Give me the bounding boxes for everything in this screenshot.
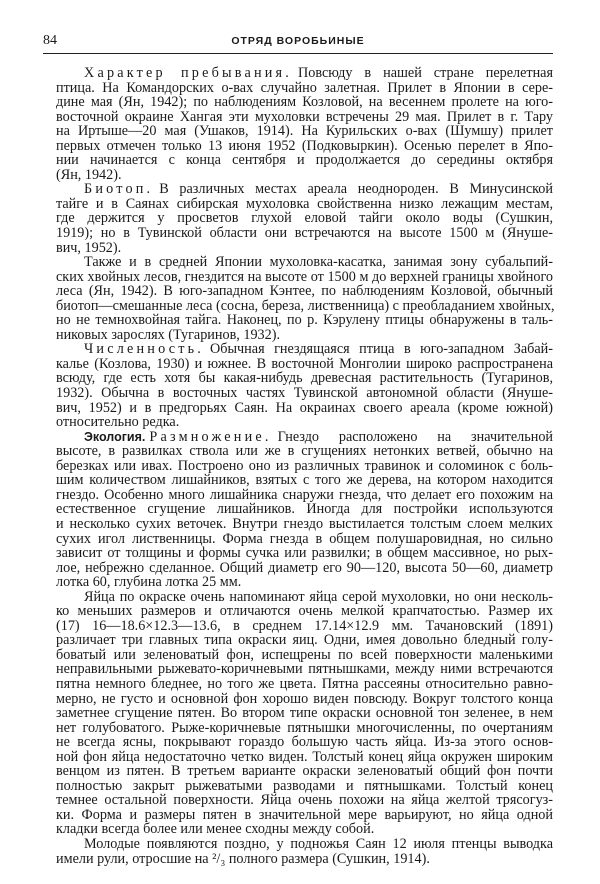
line-text: биотоп—смешанные леса (сосна, береза, лиственница) с преобладанием хвойных, (56, 297, 555, 314)
text-line (56, 735, 553, 750)
line-text: нет голубоватого. Рыже-коричневые пятнышки многочисленны, по очертаниям (56, 719, 553, 736)
line-text: первых отмечен только 13 июня 1952 (Подковыркин). Осенью перелет в Япо- (56, 137, 553, 154)
text-line (56, 371, 553, 386)
text-line (56, 386, 553, 401)
spaced-subheading: Биотоп. (84, 181, 154, 198)
line-text: Повсюду в нашей стране перелетная (298, 65, 553, 81)
text-line (56, 677, 553, 692)
text-line (56, 706, 553, 721)
line-text: боватый или зеленоватый фон, испещрены по всей поверхности маленькими (56, 646, 553, 663)
line-text: относительно редка. (56, 414, 180, 431)
line-text: кладки всегда более или менее сходны между собой. (56, 821, 375, 838)
text-line (56, 517, 553, 532)
text-line (56, 313, 553, 328)
paragraph (56, 837, 553, 866)
line-text: восточной окраине Хангая эти мухоловки встречены 29 мая. Прилет в г. Тару (56, 108, 553, 125)
line-text: сухих игол лиственницы. Форма гнезда в общем полушаровидная, но сильно (56, 530, 553, 547)
line-text: не всегда ясны, покрывают гораздо большую часть яйца. Из-за этого основ- (56, 734, 553, 751)
text-line (56, 692, 553, 707)
text-line (56, 648, 553, 663)
line-text: гнездо. Особенно много лишайника снаружи гнезда, что делает его похожим на (56, 486, 553, 503)
text-line (56, 66, 553, 81)
text-line (56, 124, 553, 139)
line-text: ко меньших размеров и отличаются очень мелкой крапчатостью. Размер их (56, 603, 553, 620)
line-text: но не темнохвойная тайга. Наконец, по р. Кэрулену птицы обнаружены в таль- (56, 312, 553, 329)
line-text: никовых зарослях (Тугаринов, 1932). (56, 326, 281, 343)
line-text: В различных местах ареала неоднороден. В Минусинской (159, 181, 553, 198)
text-line (56, 182, 553, 197)
text-line (56, 95, 553, 110)
text-line (56, 415, 553, 430)
line-text: на Иртыше—20 мая (Ушаков, 1914). На Курильских о-вах (Шумшу) прилет (56, 123, 553, 140)
text-line (56, 779, 553, 794)
text-line (56, 270, 553, 285)
text-line (56, 168, 553, 183)
text-line (56, 444, 553, 459)
line-text: Обычная гнездящаяся птица в юго-западном Забай- (210, 341, 553, 358)
page-number: 84 (43, 33, 57, 48)
line-text: леса (Ян, 1942). В юго-западном Кэнтее, по наблюдениям Козловой, обычный (56, 283, 553, 300)
line-text: калье (Козлова, 1930) и южнее. В восточной Монголии широко распространена (56, 355, 553, 372)
line-text: Молодые появляются поздно, у подножья Саян 12 июля птенцы выводка (84, 835, 553, 852)
text-line (56, 575, 553, 590)
line-text: тайге и в Саянах сибирская мухоловка свойственна низко лежащим местам, (56, 195, 553, 212)
text-line (56, 662, 553, 677)
text-line (56, 357, 553, 372)
paragraph (56, 590, 553, 837)
line-text: и несколько сухих веточек. Внутри гнездо выстилается толстым слоем мелких (56, 515, 553, 532)
line-text: вич, 1952) и в предгорьях Саян. На окраинах своего ареала (кроме южной) (56, 399, 553, 416)
line-text: шим количеством лишайников, взятых с того же дерева, на котором находится (56, 472, 553, 489)
paragraph (56, 342, 553, 429)
text-line (56, 473, 553, 488)
text-line (56, 197, 553, 212)
spaced-subheading: Численность. (84, 341, 205, 358)
text-line (56, 604, 553, 619)
line-text: вич, 1952). (56, 239, 122, 256)
line-text: ной фон яйца недостаточно четко виден. Толстый конец яйца окружен широким (56, 748, 553, 765)
line-text: березках или ивах. Построено оно из различных травинок и соломинок с боль- (56, 457, 553, 474)
text-line (56, 546, 553, 561)
text-line (56, 721, 553, 736)
line-text: 1932). Обычна в восточных частях Тувинской автономной области (Януше- (56, 385, 553, 402)
text-line (56, 808, 553, 823)
line-text: венцом из пятен. В третьем варианте окраски зеленоватый общий фон почти (56, 763, 553, 780)
line-text: Также и в средней Японии мухоловка-касатка, занимая зону субальпий- (84, 254, 553, 271)
line-text: (17) 16—18.6×12.3—13.6, в среднем 17.14×12.9 мм. Тачановский (1891) (56, 617, 553, 634)
text-line (56, 619, 553, 634)
line-text: естественное сгущение лишайников. Иногда для постройки используются (56, 501, 553, 518)
line-text: темнее остальной поверхности. Яйца очень похожи на яйца желтой трясогуз- (56, 792, 553, 809)
line-text: птица. На Командорских о-вах случайно залетная. Прилет в Японии в сере- (56, 79, 553, 96)
line-text: неправильными рыжевато-коричневыми пятнышками, между ними встречаются (56, 661, 553, 678)
text-line (56, 342, 553, 357)
line-text: заметнее сгущение пятен. Во втором типе окраски основной тон зеленее, в нем (56, 705, 553, 722)
text-line (56, 488, 553, 503)
text-line (56, 459, 553, 474)
text-line (56, 110, 553, 125)
line-text: пятна немного бледнее, но того же цвета. Пятна рассеяны относительно равно- (56, 675, 553, 692)
line-text: зависит от толщины и формы сучка или развилки; в общем массивное, но рых- (56, 545, 553, 562)
text-line (56, 750, 553, 765)
line-text: где держится у просветов глухой еловой тайги около воды (Сушкин, (56, 210, 553, 227)
line-text: нии начинается с конца сентября и продолжается до середины октября (56, 152, 553, 169)
paragraph (56, 255, 553, 342)
text-line (56, 255, 553, 270)
text-line (56, 502, 553, 517)
line-text: лое, небрежно сделанное. Общий диаметр его 90—120, высота 50—60, диаметр (56, 559, 553, 576)
text-line (56, 241, 553, 256)
text-line (56, 633, 553, 648)
page-header (43, 33, 553, 53)
text-line (56, 764, 553, 779)
text-line (56, 284, 553, 299)
text-line (56, 81, 553, 96)
line-text: лотка 60, глубина лотка 25 мм. (56, 574, 242, 591)
text-line (56, 532, 553, 547)
text-line (56, 837, 553, 852)
running-title: ОТРЯД ВОРОБЬИНЫЕ (231, 35, 365, 47)
section-heading: Экология. (84, 429, 146, 444)
line-text: полностью закрыт рыжеватыми разводами и пятнышками. Толстый конец (56, 777, 553, 794)
spaced-subheading: Характер пребывания. (84, 65, 293, 81)
line-text: различает три главных типа окраски яиц. Одни, имея довольно бледный голу- (56, 632, 553, 649)
page-body (56, 66, 553, 866)
text-line (56, 590, 553, 605)
text-line (56, 153, 553, 168)
spaced-subheading: Размножение. (149, 428, 272, 445)
line-text: всюду, где есть хотя бы какая-нибудь древесная растительность (Тугаринов, (56, 370, 553, 387)
text-line (56, 299, 553, 314)
line-text: высоте, в развилках ствола или же в сгущениях нетонких ветвей, обычно на (56, 443, 553, 460)
text-line (56, 561, 553, 576)
line-text: Яйца по окраске очень напоминают яйца серой мухоловки, но они несколь- (84, 588, 553, 605)
header-rule (43, 53, 553, 54)
text-line (56, 328, 553, 343)
text-line (56, 793, 553, 808)
line-text: ских хвойных лесов, гнездится на высоте от 1500 м до верхней границы хвойного (56, 268, 553, 285)
paragraph (56, 430, 553, 590)
text-line (56, 852, 553, 867)
line-text: (Ян, 1942). (56, 166, 122, 183)
paragraph (56, 182, 553, 255)
text-line (56, 430, 553, 445)
text-line (56, 822, 553, 837)
text-line (56, 401, 553, 416)
line-text: мерно, не густо и основной фон хорошо виден повсюду. Вокруг толстого конца (56, 690, 553, 707)
line-text: ки. Форма и размеры пятен в значительной мере варьируют, но яйца одной (56, 806, 553, 823)
text-line (56, 211, 553, 226)
line-text: имели рули, отросшие на ²/₃ полного размера (Сушкин, 1914). (56, 850, 430, 867)
paragraph (56, 66, 553, 182)
line-text: Гнездо расположено на значительной (277, 428, 553, 445)
line-text: дине мая (Ян, 1942); по наблюдениям Козловой, на весеннем пролете на юго- (56, 94, 553, 111)
text-line (56, 226, 553, 241)
line-text: 1919); но в Тувинской области они встречаются на высоте 1500 м (Януше- (56, 225, 553, 242)
text-line (56, 139, 553, 154)
